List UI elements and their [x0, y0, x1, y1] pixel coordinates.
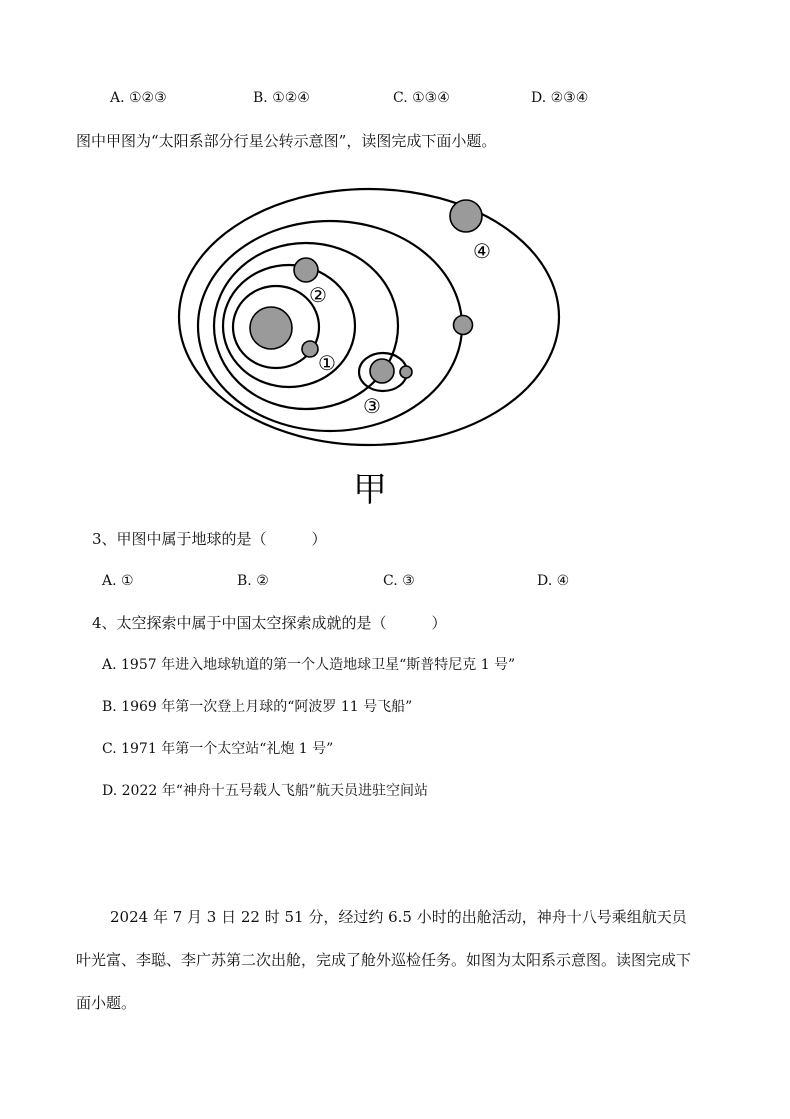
planet-4	[450, 200, 482, 232]
q3-option-a: A. ①	[102, 573, 134, 589]
label-3: ③	[363, 394, 381, 418]
q4-option-a: A. 1957 年进入地球轨道的第一个人造地球卫星“斯普特尼克 1 号”	[102, 657, 516, 673]
label-4: ④	[473, 239, 491, 263]
orbit-4	[198, 221, 462, 431]
q3-stem: 3、甲图中属于地球的是（ ）	[92, 530, 327, 548]
solar-system-diagram	[0, 0, 790, 520]
q4-option-c: C. 1971 年第一个太空站“礼炮 1 号”	[102, 741, 334, 757]
q4-stem: 4、太空探索中属于中国太空探索成就的是（ ）	[92, 614, 447, 632]
planet-orbit-4	[454, 316, 473, 335]
q3-option-d: D. ④	[537, 573, 570, 589]
label-2: ②	[309, 283, 327, 307]
prev-option-c: C. ①③④	[393, 90, 450, 106]
planet-1	[302, 341, 318, 357]
moon	[400, 366, 412, 378]
prev-option-b: B. ①②④	[253, 90, 310, 106]
q4-option-d: D. 2022 年“神舟十五号载人飞船”航天员进驻空间站	[102, 783, 429, 799]
q3-option-b: B. ②	[237, 573, 269, 589]
passage	[76, 896, 692, 1025]
sun	[250, 307, 292, 349]
passage-text: 2024 年 7 月 3 日 22 时 51 分，经过约 6.5 小时的出舱活动，神舟十八号乘组航天员叶光富、李聪、李广苏第二次出舱，完成了舱外巡检任务。如图为太阳系示意图。读图完成下面小题。	[76, 908, 692, 1012]
q3-option-c: C. ③	[383, 573, 415, 589]
figure-caption: 甲	[353, 470, 387, 510]
planet-3	[370, 359, 394, 383]
label-1: ①	[318, 351, 336, 375]
planet-2	[294, 258, 318, 282]
prev-option-d: D. ②③④	[531, 90, 589, 106]
prev-option-a: A. ①②③	[110, 90, 167, 106]
q4-option-b: B. 1969 年第一次登上月球的“阿波罗 11 号飞船”	[102, 699, 413, 715]
intro-text: 图中甲图为“太阳系部分行星公转示意图”，读图完成下面小题。	[76, 132, 497, 150]
